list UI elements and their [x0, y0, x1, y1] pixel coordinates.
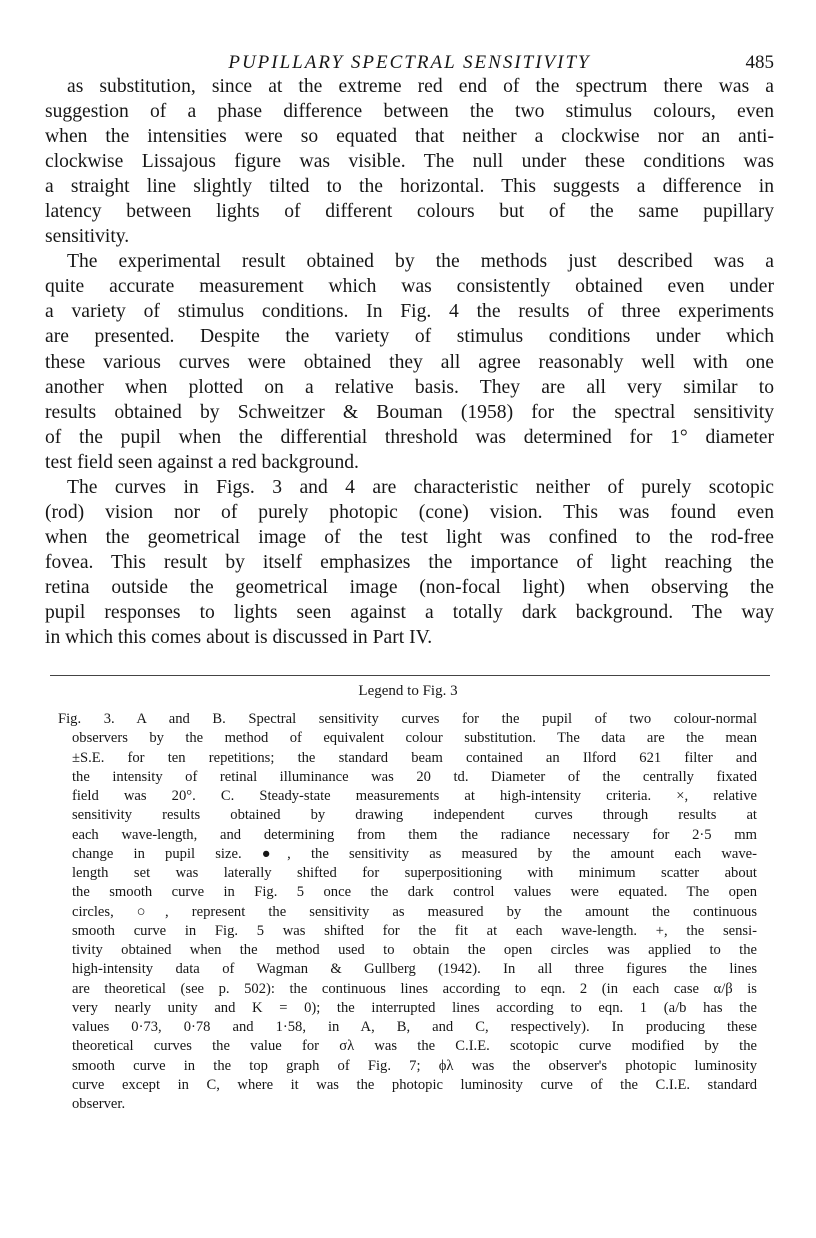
text-line: as substitution, since at the extreme red end of the spectrum there was a	[67, 76, 774, 97]
caption-line: are theoretical (see p. 502): the continuous lines according to eqn. 2 (in each case α/β is	[72, 980, 757, 997]
text-line: of the pupil when the differential threshold was determined for 1° diameter	[45, 426, 774, 448]
caption-line: field was 20°. C. Steady-state measurements at high-intensity criteria. ×, relative	[72, 788, 757, 804]
text-line: another when plotted on a relative basis. They are all very similar to	[45, 376, 774, 398]
caption-line: the smooth curve in Fig. 5 once the dark control values were equated. The open	[72, 884, 757, 901]
text-line: test field seen against a red background.	[45, 451, 359, 473]
caption-line: smooth curve in the top graph of Fig. 7; ϕλ was the observer's photopic luminosity	[72, 1057, 757, 1074]
text-line: when the intensities were so equated that neither a clockwise nor an anti-	[45, 126, 774, 148]
footnote-divider	[50, 675, 770, 676]
caption-line: sensitivity results obtained by drawing independent curves through results at	[72, 807, 757, 824]
caption-line: each wave-length, and determining from them the radiance necessary for 2·5 mm	[72, 826, 757, 843]
caption-line: circles, ○, represent the sensitivity as measured by the amount the continuous	[72, 903, 757, 920]
text-line: when the geometrical image of the test light was confined to the rod-free	[45, 526, 774, 548]
text-line: clockwise Lissajous figure was visible. The null under these conditions was	[45, 151, 774, 173]
caption-line: very nearly unity and K = 0); the interrupted lines according to eqn. 1 (a/b has the	[72, 999, 757, 1016]
caption-line: observer.	[72, 1096, 126, 1112]
caption-line: Fig. 3. A and B. Spectral sensitivity curves for the pupil of two colour-normal	[58, 711, 757, 727]
paragraph	[45, 249, 774, 474]
text-line: results obtained by Schweitzer & Bouman (1958) for the spectral sensitivity	[45, 401, 774, 423]
running-title: PUPILLARY SPECTRAL SENSITIVITY	[228, 52, 591, 73]
page-number: 485	[745, 52, 774, 73]
caption-line: theoretical curves the value for σλ was the C.I.E. scotopic curve modified by the	[72, 1038, 757, 1055]
text-line: fovea. This result by itself emphasizes the importance of light reaching the	[45, 551, 774, 573]
text-line: retina outside the geometrical image (non-focal light) when observing the	[45, 576, 774, 598]
legend-title: Legend to Fig. 3	[358, 683, 458, 699]
caption-line: the intensity of retinal illuminance was 20 td. Diameter of the centrally fixated	[72, 768, 757, 785]
text-line: The curves in Figs. 3 and 4 are characteristic neither of purely scotopic	[67, 476, 774, 498]
caption-line: ±S.E. for ten repetitions; the standard beam contained an Ilford 621 filter and	[72, 749, 757, 766]
text-line: quite accurate measurement which was consistently obtained even under	[45, 276, 774, 298]
text-line: suggestion of a phase difference between the two stimulus colours, even	[45, 101, 774, 123]
text-line: in which this comes about is discussed in Part IV.	[45, 627, 433, 649]
text-line: a straight line slightly tilted to the horizontal. This suggests a difference in	[45, 176, 774, 198]
text-line: are presented. Despite the variety of stimulus conditions under which	[45, 326, 774, 348]
caption-line: length set was laterally shifted for superpositioning with minimum scatter about	[72, 865, 757, 881]
text-line: sensitivity.	[45, 226, 130, 248]
caption-line: high-intensity data of Wagman & Gullberg (1942). In all three figures the lines	[72, 961, 757, 978]
caption-line: smooth curve in Fig. 5 was shifted for the fit at each wave-length. +, the sensi-	[72, 922, 757, 939]
caption-line: observers by the method of equivalent colour substitution. The data are the mean	[72, 730, 757, 747]
text-line: these various curves were obtained they all agree reasonably well with one	[45, 351, 774, 373]
body-text	[45, 74, 774, 650]
text-line: (rod) vision nor of purely photopic (cone) vision. This was found even	[45, 501, 774, 523]
figure-caption	[58, 710, 757, 1114]
caption-line: values 0·73, 0·78 and 1·58, in A, B, and C, respectively). In producing these	[72, 1019, 757, 1035]
text-line: a variety of stimulus conditions. In Fig. 4 the results of three experiments	[45, 301, 774, 323]
caption-line: curve except in C, where it was the photopic luminosity curve of the C.I.E. standard	[72, 1076, 757, 1093]
text-line: pupil responses to lights seen against a totally dark background. The way	[45, 601, 774, 623]
caption-line: tivity obtained when the method used to obtain the open circles was applied to the	[72, 942, 757, 958]
paragraph	[45, 74, 774, 249]
paragraph	[45, 475, 774, 650]
text-line: latency between lights of different colours but of the same pupillary	[45, 201, 774, 223]
text-line: The experimental result obtained by the methods just described was a	[67, 251, 774, 273]
caption-line: change in pupil size. ●, the sensitivity as measured by the amount each wave-	[72, 845, 757, 862]
